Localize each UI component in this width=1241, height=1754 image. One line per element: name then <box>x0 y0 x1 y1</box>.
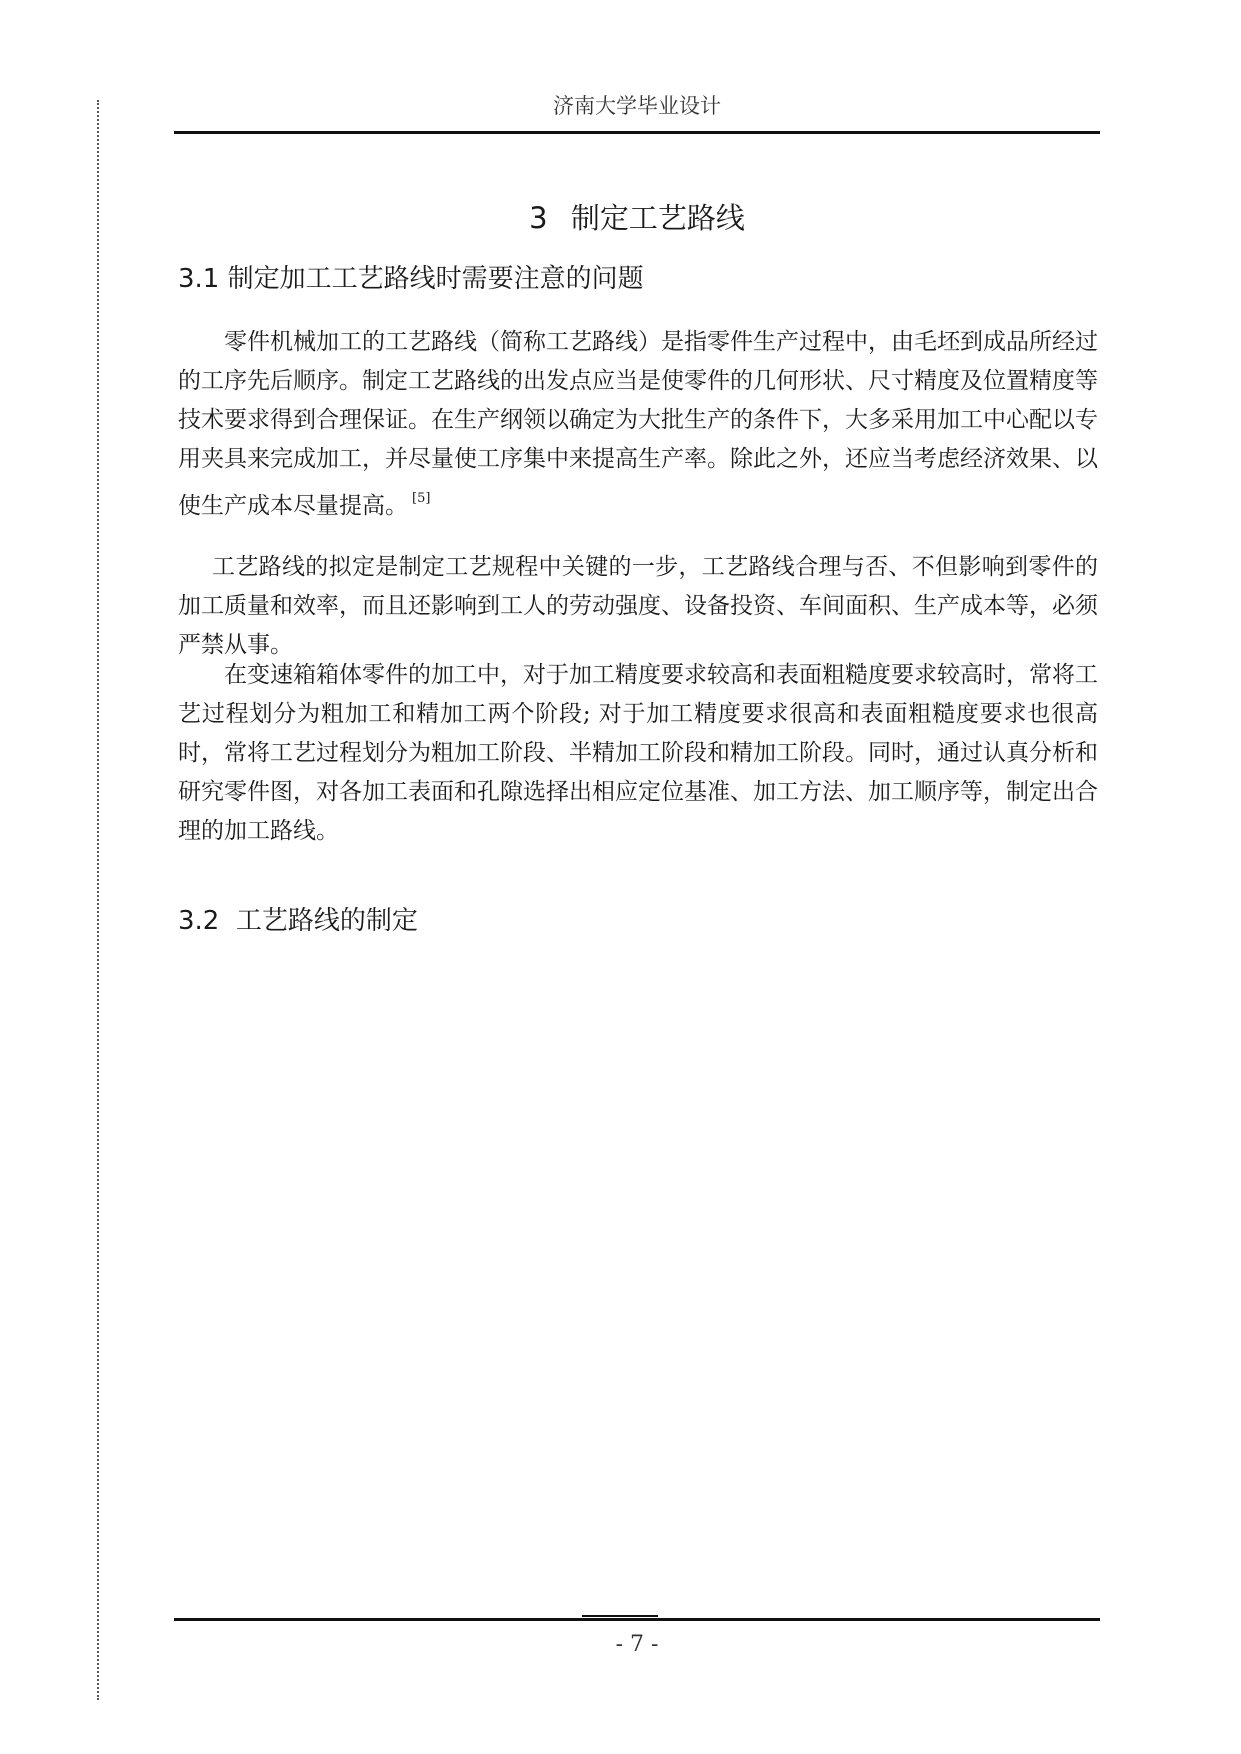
citation-mark: [5] <box>412 491 431 506</box>
paragraph-2: 工艺路线的拟定是制定工艺规程中关键的一步，工艺路线合理与否、不但影响到零件的加工质量和效率，而且还影响到工人的劳动强度、设备投资、车间面积、生产成本等，必须严禁从事。 <box>178 554 1098 658</box>
paragraph-1-text: 零件机械加工的工艺路线（简称工艺路线）是指零件生产过程中，由毛坯到成品所经过的工序先后顺序。制定工艺路线的出发点应当是使零件的几何形状、尺寸精度及位置精度等技术要求得到合理保证。在生产纲领以确定为大批生产的条件下，大多采用加工中心配以专用夹具来完成加工，并尽量使工序集中来提高生产率。除此之外，还应当考虑经济效果、以使生产成本尽量提高。 <box>178 329 1098 519</box>
page-header-title: 济南大学毕业设计 <box>553 94 721 118</box>
chapter-title: 3 制定工艺路线 <box>529 201 745 235</box>
page-number: - 7 - <box>615 1632 659 1657</box>
section-title-3-1: 3.1 制定加工工艺路线时需要注意的问题 <box>178 264 644 294</box>
section-title-3-2: 3.2 工艺路线的制定 <box>178 906 418 936</box>
paragraph-3: 在变速箱箱体零件的加工中，对于加工精度要求较高和表面粗糙度要求较高时，常将工艺过程划分为粗加工和精加工两个阶段; 对于加工精度要求很高和表面粗糙度要求也很高时，常将工艺过程划分为粗加工阶段、半精加工阶段和精加工阶段。同时，通过认真分析和研究零件图，对各加工表面和孔隙选择出相应定位基准、加工方法、加工顺序等，制定出合理的加工路线。 <box>178 662 1098 844</box>
binding-margin-line <box>97 100 99 1700</box>
paragraph-1 <box>178 323 1098 526</box>
footer-rule-accent <box>582 1615 658 1617</box>
header-rule <box>174 131 1100 134</box>
footer-rule <box>174 1618 1100 1621</box>
